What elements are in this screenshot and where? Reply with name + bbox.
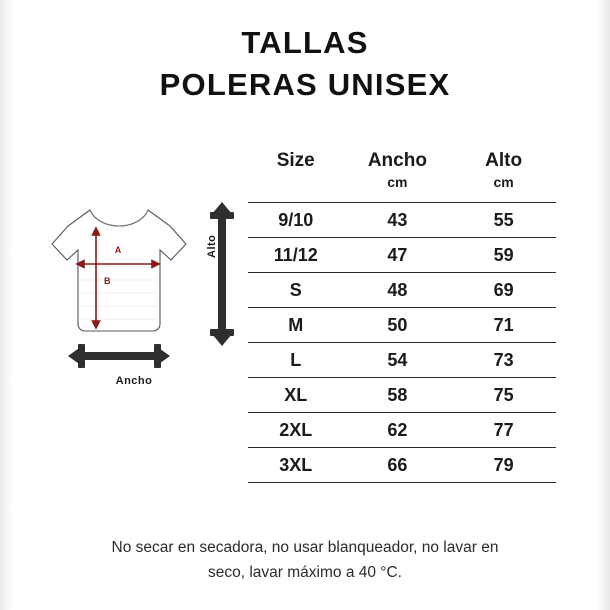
cell-size: 2XL bbox=[248, 413, 343, 448]
table-row bbox=[248, 343, 556, 378]
cell-ancho: 48 bbox=[343, 273, 451, 308]
cell-size: XL bbox=[248, 378, 343, 413]
cell-ancho: 43 bbox=[343, 203, 451, 238]
size-table-body bbox=[248, 203, 556, 483]
table-row bbox=[248, 378, 556, 413]
cell-size: 9/10 bbox=[248, 203, 343, 238]
cell-ancho: 54 bbox=[343, 343, 451, 378]
unit-blank bbox=[248, 174, 343, 203]
cell-alto: 73 bbox=[451, 343, 556, 378]
title-line-1: TALLAS bbox=[241, 25, 369, 60]
header-alto: Alto bbox=[485, 150, 523, 171]
cell-ancho: 58 bbox=[343, 378, 451, 413]
cell-alto: 55 bbox=[451, 203, 556, 238]
care-instructions bbox=[55, 536, 555, 586]
table-row bbox=[248, 413, 556, 448]
header-row bbox=[248, 150, 556, 174]
header-ancho: Ancho bbox=[367, 150, 427, 171]
cell-size: M bbox=[248, 308, 343, 343]
ancho-arrow-label: Ancho bbox=[115, 375, 153, 387]
size-table-container bbox=[248, 150, 556, 483]
cell-size: 11/12 bbox=[248, 238, 343, 273]
cell-alto: 75 bbox=[451, 378, 556, 413]
title-line-2: POLERAS UNISEX bbox=[159, 66, 451, 102]
page-title bbox=[0, 22, 610, 106]
table-row bbox=[248, 273, 556, 308]
tshirt-outline bbox=[52, 210, 186, 331]
cell-ancho: 47 bbox=[343, 238, 451, 273]
table-row bbox=[248, 238, 556, 273]
size-table-head bbox=[248, 150, 556, 203]
cell-ancho: 50 bbox=[343, 308, 451, 343]
cell-size: 3XL bbox=[248, 448, 343, 483]
alto-arrow bbox=[210, 202, 234, 346]
unit-row bbox=[248, 174, 556, 203]
measure-label-a: A bbox=[114, 245, 122, 255]
measure-label-b: B bbox=[104, 276, 111, 286]
cell-alto: 77 bbox=[451, 413, 556, 448]
cell-alto: 59 bbox=[451, 238, 556, 273]
cell-alto: 79 bbox=[451, 448, 556, 483]
header-size: Size bbox=[276, 150, 315, 171]
tshirt-diagram bbox=[34, 192, 234, 402]
cell-alto: 71 bbox=[451, 308, 556, 343]
cell-ancho: 66 bbox=[343, 448, 451, 483]
unit-ancho: cm bbox=[387, 174, 408, 190]
tshirt-illustration-svg bbox=[34, 192, 234, 402]
size-table bbox=[248, 150, 556, 483]
table-row bbox=[248, 308, 556, 343]
unit-alto: cm bbox=[493, 174, 514, 190]
table-row bbox=[248, 203, 556, 238]
cell-size: S bbox=[248, 273, 343, 308]
cell-size: L bbox=[248, 343, 343, 378]
care-instructions-line-1: No secar en secadora, no usar blanqueador, no lavar en bbox=[111, 539, 499, 556]
cell-ancho: 62 bbox=[343, 413, 451, 448]
alto-arrow-label: Alto bbox=[206, 234, 218, 258]
cell-alto: 69 bbox=[451, 273, 556, 308]
table-row bbox=[248, 448, 556, 483]
care-instructions-line-2: seco, lavar máximo a 40 °C. bbox=[208, 563, 402, 581]
ancho-arrow bbox=[68, 344, 170, 368]
